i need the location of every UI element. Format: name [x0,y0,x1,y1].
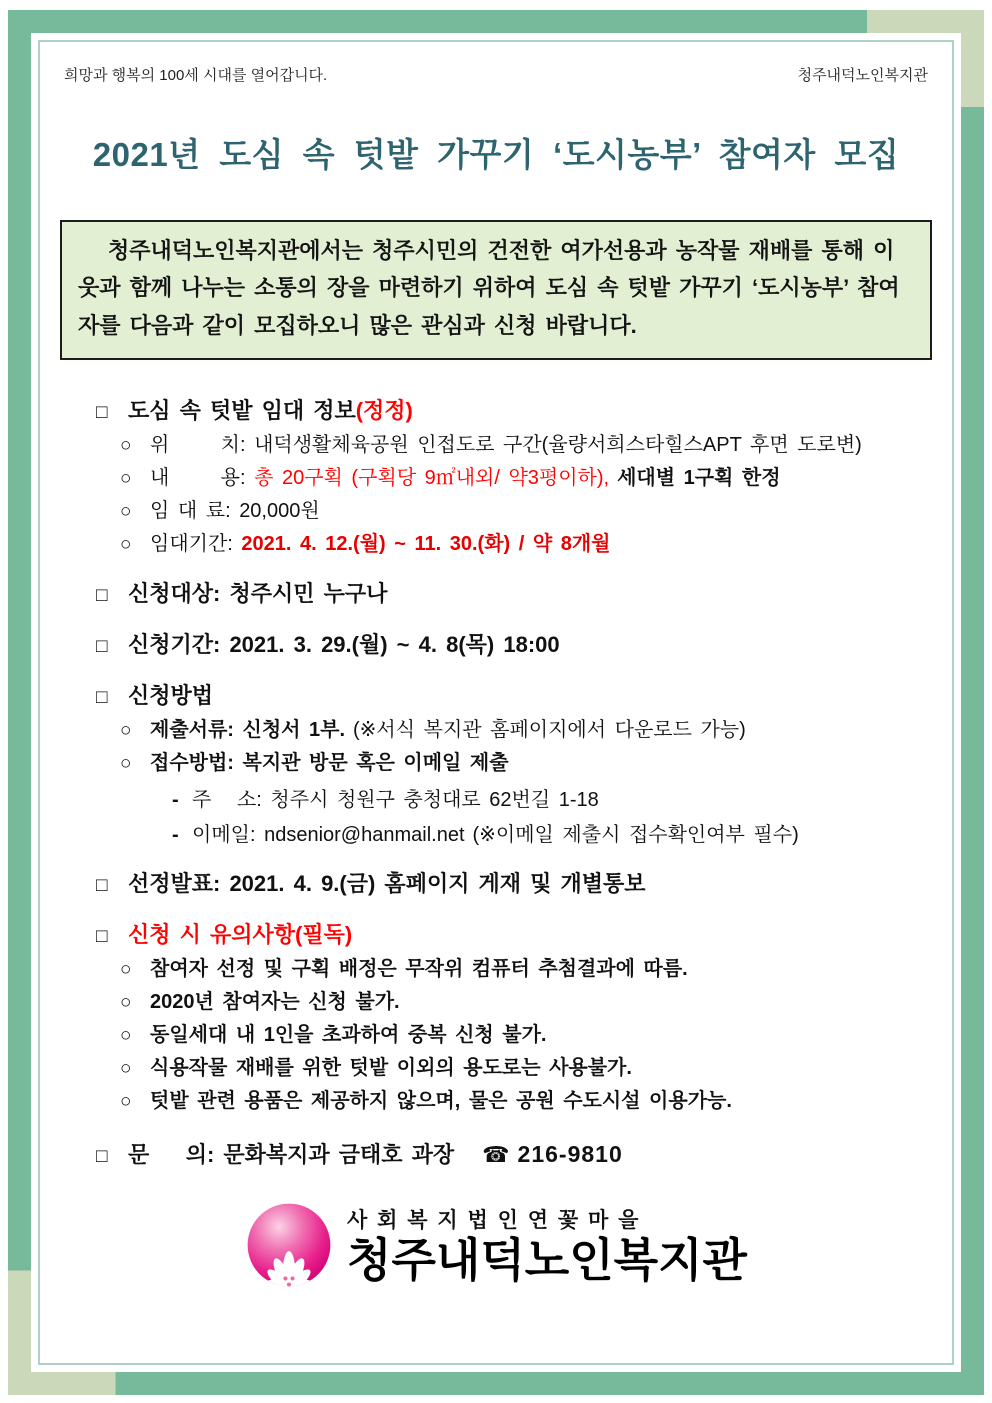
method-address-row [172,783,928,812]
frame-left-band [8,10,31,1395]
lotus-ball-logo-icon [245,1199,333,1291]
circle-bullet-icon: ○ [120,959,132,981]
circle-bullet-icon: ○ [120,1091,132,1113]
contact-label: 문 의: 문화복지과 금태호 과장 [128,1142,455,1168]
intro-box: 청주내덕노인복지관에서는 청주시민의 건전한 여가선용과 농작물 재배를 통해 이웃과 함께 나누는 소통의 장을 마련하기 위하여 도심 속 텃밭 가꾸기 ‘도시농부’ 참여자를 다음과 같이 모집하오니 많은 관심과 신청 바랍니다. [60,220,932,360]
method-heading-row [96,679,928,710]
section-contact [96,1138,928,1169]
rent-period-label: 임대기간: [150,533,242,556]
square-bullet-icon: □ [96,636,108,658]
contact-phone-number: 216-9810 [517,1141,623,1168]
circle-bullet-icon: ○ [120,992,132,1014]
method-receipt-bold: 접수방법: 복지관 방문 혹은 이메일 제출 [150,752,509,775]
footer-logo [60,1199,932,1291]
method-docs [150,717,746,743]
rent-content-row [120,465,928,491]
slogan-text: 희망과 행복의 100세 시대를 열어갑니다. [64,67,328,84]
rent-location [150,432,862,458]
notice-item-text: 텃밭 관련 용품은 제공하지 않으며, 물은 공원 수도시설 이용가능. [150,1090,732,1113]
rent-content-label: 내 용: [150,467,255,490]
square-bullet-icon: □ [96,585,108,607]
rent-period [150,531,611,557]
announce-text: 선정발표: 2021. 4. 9.(금) 홈페이지 게재 및 개별통보 [128,871,646,897]
rent-period-row [120,531,928,557]
notice-item-text: 참여자 선정 및 구획 배정은 무작위 컴퓨터 추첨결과에 따름. [150,958,688,981]
dash-bullet-icon: - [172,789,179,812]
frame-bottom-band [8,1372,984,1395]
circle-bullet-icon: ○ [120,753,132,775]
rent-fee [150,498,320,524]
rent-heading-note: (정정) [355,398,413,424]
square-bullet-icon: □ [96,875,108,897]
rent-fee-label: 임 대 료: [150,500,240,523]
page-title: 2021년 도심 속 텃밭 가꾸기 ‘도시농부’ 참여자 모집 [92,136,900,173]
notice-item-text: 식용작물 재배를 위한 텃밭 이외의 용도로는 사용불가. [150,1057,632,1080]
square-bullet-icon: □ [96,1146,108,1168]
content-area [60,64,932,1291]
rent-location-row [120,432,928,458]
section-target [96,577,928,608]
method-email [192,818,799,847]
circle-bullet-icon: ○ [120,435,132,457]
method-email-value: ndsenior@hanmail.net [264,824,465,847]
method-address: 주 소: 청주시 청원구 충청대로 62번길 1-18 [192,789,599,812]
method-email-note: (※이메일 제출시 접수확인여부 필수) [472,824,799,847]
org-name-text: 청주내덕노인복지관 [797,67,928,84]
circle-bullet-icon: ○ [120,534,132,556]
section-heading-row [96,394,928,425]
notice-item-text: 2020년 참여자는 신청 불가. [150,991,400,1014]
square-bullet-icon: □ [96,926,108,948]
dash-bullet-icon: - [172,824,179,847]
header-row [60,64,932,85]
notice-item-row [120,1022,928,1048]
circle-bullet-icon: ○ [120,720,132,742]
frame-top-band [8,10,984,33]
rent-heading [128,394,413,425]
method-docs-bold: 제출서류: 신청서 1부. [150,719,346,742]
notice-heading: 신청 시 유의사항(필독) [128,922,353,948]
method-docs-row [120,717,928,743]
target-text: 신청대상: 청주시민 누구나 [128,581,388,607]
rent-fee-value: 20,000원 [239,500,320,523]
notice-item-row [120,1088,928,1114]
rent-content [150,465,781,491]
frame-right-band [961,10,984,1395]
notice-item-row [120,956,928,982]
phone-icon: ☎ [482,1142,510,1168]
square-bullet-icon: □ [96,687,108,709]
rent-content-red: 총 20구획 (구획당 9㎡내외/ 약3평이하), [254,467,610,490]
square-bullet-icon: □ [96,402,108,424]
method-email-row [172,818,928,847]
rent-fee-row [120,498,928,524]
notice-item-row [120,1055,928,1081]
rent-location-value: 내덕생활체육공원 인접도로 구간(율량서희스타힐스APT 후면 도로변) [254,434,862,457]
rent-content-bold: 세대별 1구획 한정 [617,467,781,490]
circle-bullet-icon: ○ [120,468,132,490]
apply-period-text: 신청기간: 2021. 3. 29.(월) ~ 4. 8(목) 18:00 [128,632,560,658]
section-method [96,679,928,847]
sections [60,394,932,1169]
method-receipt-row [120,750,928,776]
section-announce [96,867,928,898]
section-rent-info [96,394,928,557]
rent-location-label: 위 치: [150,434,255,457]
section-apply-period [96,628,928,659]
logo-foundation-name: 사 회 복 지 법 인 연 꽃 마 을 [347,1208,641,1232]
notice-item-text: 동일세대 내 1인을 초과하여 중복 신청 불가. [150,1024,547,1047]
notice-item-row [120,989,928,1015]
rent-period-value: 2021. 4. 12.(월) ~ 11. 30.(화) / 약 8개월 [241,533,611,556]
method-heading: 신청방법 [128,683,214,709]
logo-text [347,1204,747,1287]
circle-bullet-icon: ○ [120,1025,132,1047]
rent-heading-text: 도심 속 텃밭 임대 정보 [128,398,356,424]
circle-bullet-icon: ○ [120,1058,132,1080]
method-email-label: 이메일: [192,824,265,847]
circle-bullet-icon: ○ [120,501,132,523]
method-docs-note: (※서식 복지관 홈페이지에서 다운로드 가능) [353,719,746,742]
section-notice [96,918,928,1114]
contact-line [128,1138,623,1169]
logo-center-name: 청주내덕노인복지관 [347,1233,747,1286]
notice-heading-row [96,918,928,949]
